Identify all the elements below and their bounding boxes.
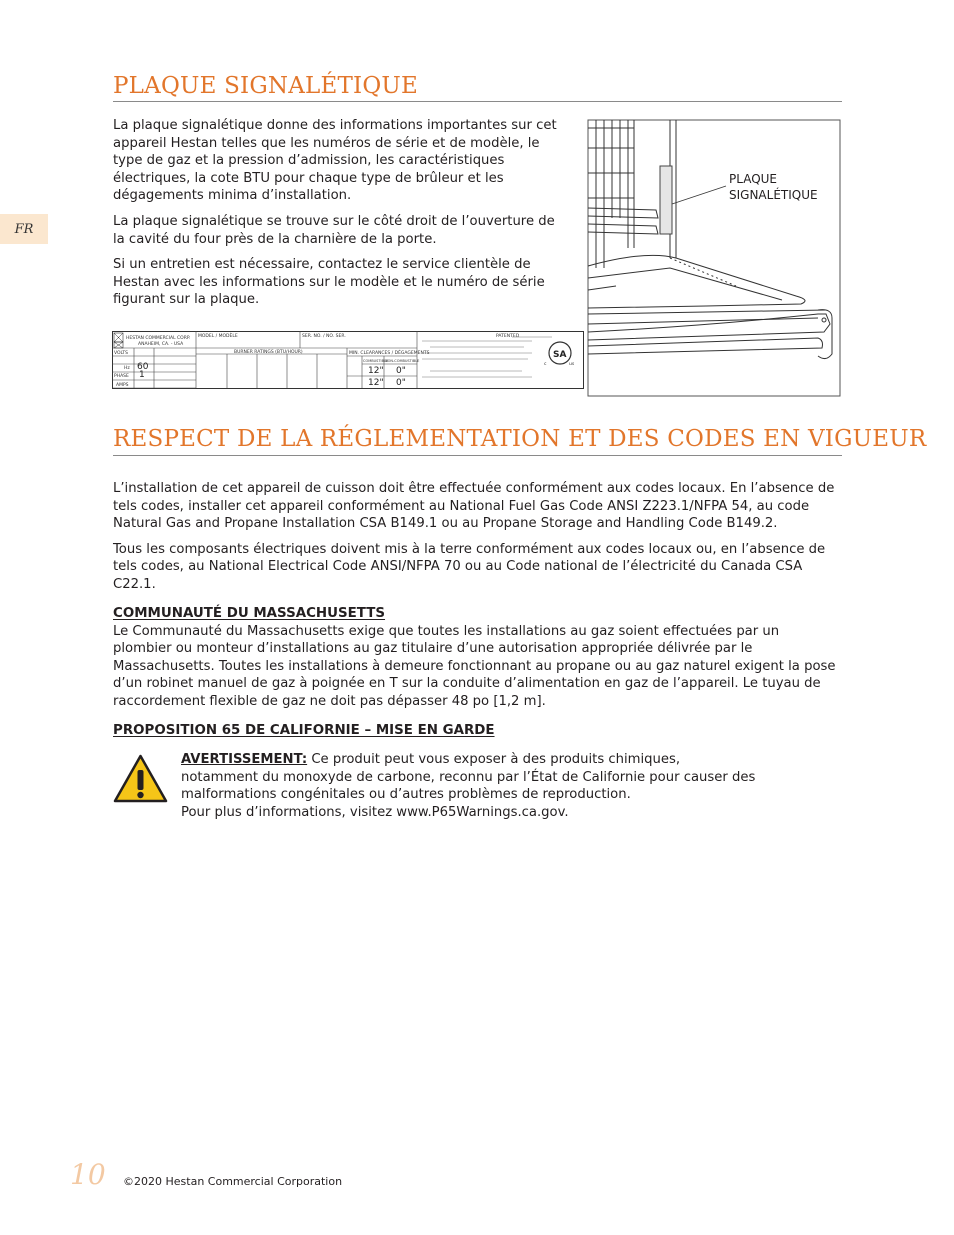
callout-line: PLAQUE xyxy=(729,172,778,186)
regulations-text xyxy=(113,480,839,738)
plate-hz-value: 60 xyxy=(137,362,149,372)
paragraph: La plaque signalétique donne des informations importantes sur cet appareil Hestan telles que les numéros de série et de modèle, le type de gaz et la pression d’admission, les caractéristiques électriques, la cote BTU pour chaque type de brûleur et les dégagements minima d’installation. xyxy=(113,118,557,204)
paragraph: Si un entretien est nécessaire, contactez le service clientèle de Hestan avec les informations sur le modèle et le numéro de série figurant sur la plaque. xyxy=(113,257,545,308)
prop65-warning xyxy=(181,751,761,821)
page-number: 10 xyxy=(70,1158,106,1191)
warning-text: Ce produit peut vous exposer à des produits chimiques, notamment du monoxyde de carbone, reconnu par l’État de Californie pour causer des malformations congénitales ou d’autres problèmes de reproduction. xyxy=(181,752,756,803)
section-rule xyxy=(113,455,842,456)
plate-phase: PHASE xyxy=(114,374,129,379)
prop65-heading: PROPOSITION 65 DE CALIFORNIE – MISE EN GARDE xyxy=(113,722,495,738)
plate-model-label: MODEL / MODÈLE xyxy=(198,334,238,339)
plate-cert-c: c xyxy=(544,362,547,367)
plate-clearance-value: 0" xyxy=(396,378,406,388)
plate-clearance-value: 12" xyxy=(368,366,384,376)
section-title-regulations: RESPECT DE LA RÉGLEMENTATION ET DES CODES EN VIGUEUR xyxy=(113,426,927,452)
plate-burner-ratings: BURNER RATINGS (BTU/HOUR) xyxy=(234,350,303,355)
plate-company: HESTAN COMMERCIAL CORP. xyxy=(126,336,191,341)
plate-volts: VOLTS xyxy=(114,351,129,356)
plate-patented: PATENTED xyxy=(496,334,520,339)
section-rule xyxy=(113,101,842,102)
plate-cert-us: us xyxy=(569,362,575,367)
massachusetts-text: Le Communauté du Massachusetts exige que toutes les installations au gaz soient effectuées par un plombier ou monteur d’installations au gaz titulaire d’une autorisation appropriée délivrée par le Massachusetts. Toutes les installations à demeure fonctionnant au propane ou au gaz naturel exigent la pose d’un robinet manuel de gaz à poignée en T sur la conduite d’alimentation en gaz de l’appareil. Le tuyau de raccordement flexible de gaz ne doit pas dépasser 48 po [1,2 m]. xyxy=(113,623,836,709)
callout-line: SIGNALÉTIQUE xyxy=(729,188,818,202)
plate-city: ANAHEIM, CA. - USA xyxy=(138,342,184,347)
plate-clearance-value: 0" xyxy=(396,366,406,376)
plate-hz: Hz xyxy=(124,366,130,371)
massachusetts-heading: COMMUNAUTÉ DU MASSACHUSETTS xyxy=(113,605,386,621)
plate-clearances: MIN. CLEARANCES / DÉGAGEMENTS xyxy=(349,351,430,356)
warning-triangle-icon xyxy=(112,753,169,805)
paragraph: L’installation de cet appareil de cuisson doit être effectuée conformément aux codes locaux. En l’absence de tels codes, installer cet appareil conformément au National Fuel Gas Code ANSI Z223.1/NFPA 54, au code Natural Gas and Propane Installation CSA B149.1 ou au Propane Storage and Handling Code B149.2. xyxy=(113,481,835,532)
rating-plate-drawing xyxy=(112,331,584,389)
language-tab-label: FR xyxy=(14,221,34,237)
plate-serial-label: SER. NO. / NO. SER. xyxy=(302,334,346,339)
language-tab xyxy=(0,214,48,244)
paragraph: Tous les composants électriques doivent mis à la terre conformément aux codes locaux ou, en l’absence de tels codes, au National Electrical Code ANSI/NFPA 70 ou au Code national de l’électricité du Canada CSA C22.1. xyxy=(113,541,826,592)
paragraph: La plaque signalétique se trouve sur le côté droit de l’ouverture de la cavité du four près de la charnière de la porte. xyxy=(113,213,555,247)
oven-cavity-illustration xyxy=(586,118,842,398)
plate-phase-value: 1 xyxy=(139,370,145,380)
warning-label: AVERTISSEMENT: xyxy=(181,752,308,767)
section-title-nameplate: PLAQUE SIGNALÉTIQUE xyxy=(113,73,418,99)
plate-clearance-value: 12" xyxy=(368,378,384,388)
warning-more-info: Pour plus d’informations, visitez www.P65Warnings.ca.gov. xyxy=(181,804,569,820)
csa-mark: SA xyxy=(553,350,567,360)
plate-amps: AMPS xyxy=(116,383,129,388)
nameplate-callout xyxy=(729,171,818,203)
plate-non-combustible: NON-COMBUSTIBLE xyxy=(385,359,420,363)
copyright: ©2020 Hestan Commercial Corporation xyxy=(123,1175,343,1188)
nameplate-text xyxy=(113,117,563,309)
plate-combustible: COMBUSTIBLE xyxy=(363,359,389,363)
